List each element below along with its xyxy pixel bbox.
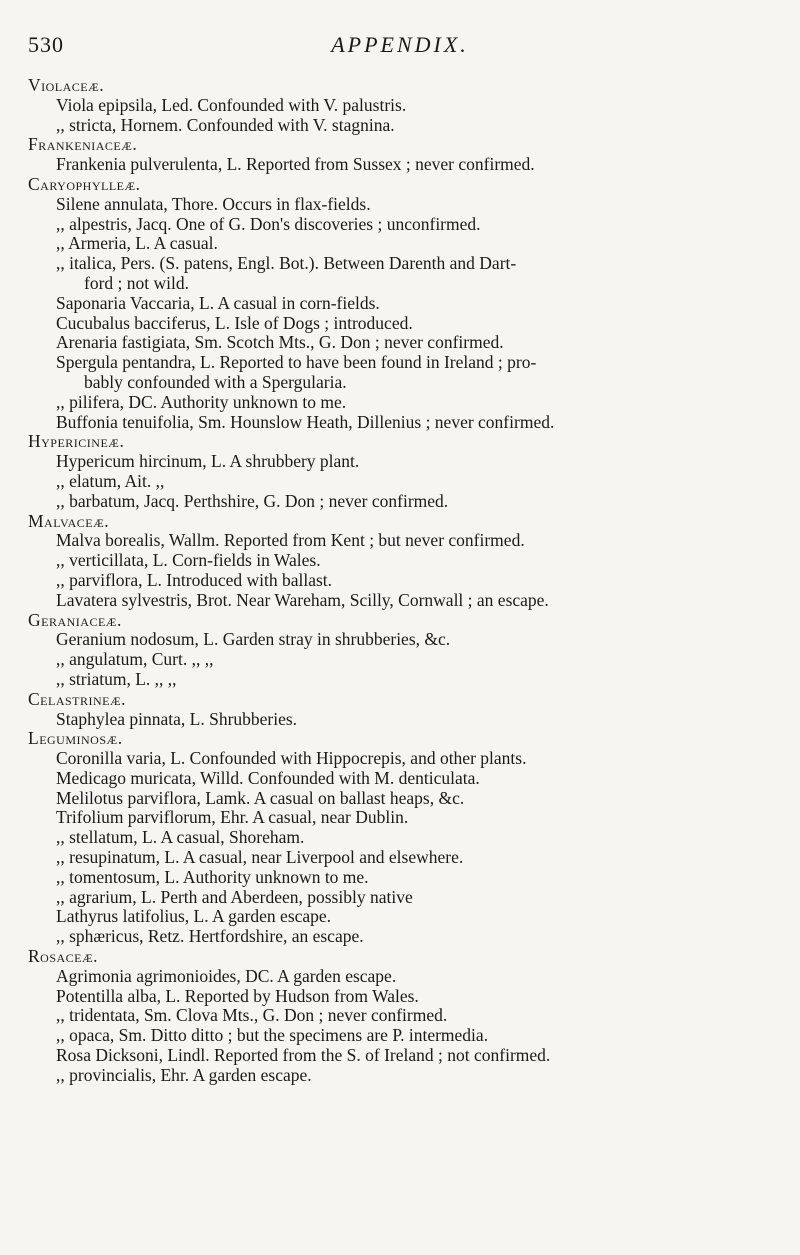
family-heading: Hypericineæ. xyxy=(28,431,125,452)
species-entry: Viola epipsila, Led. Confounded with V. palustris. xyxy=(56,94,407,115)
species-entry: Trifolium parviflorum, Ehr. A casual, near Dublin. xyxy=(56,807,409,828)
species-entry: ,, alpestris, Jacq. One of G. Don's discoveries ; unconfirmed. xyxy=(56,213,481,234)
species-entry: ,, sphæricus, Retz. Hertfordshire, an escape. xyxy=(56,926,364,947)
species-entry: Lathyrus latifolius, L. A garden escape. xyxy=(56,906,332,927)
species-entry: ,, opaca, Sm. Ditto ditto ; but the specimens are P. intermedia. xyxy=(56,1025,489,1046)
species-entry: Melilotus parviflora, Lamk. A casual on ballast heaps, &c. xyxy=(56,787,465,808)
species-entry: ,, italica, Pers. (S. patens, Engl. Bot.). Between Darenth and Dart- xyxy=(56,253,517,274)
species-entry: Buffonia tenuifolia, Sm. Hounslow Heath, Dillenius ; never confirmed. xyxy=(56,411,555,432)
species-entry: ,, striatum, L. ,, ,, xyxy=(56,668,177,689)
species-entry: ,, parviflora, L. Introduced with ballast. xyxy=(56,569,333,590)
species-entry: Staphylea pinnata, L. Shrubberies. xyxy=(56,708,298,729)
species-entry: ,, verticillata, L. Corn-fields in Wales. xyxy=(56,550,321,571)
family-heading: Caryophylleæ. xyxy=(28,173,141,194)
species-entry: ,, agrarium, L. Perth and Aberdeen, possibly native xyxy=(56,886,413,907)
entry-continuation: bably confounded with a Spergularia. xyxy=(84,371,347,392)
appendix-text xyxy=(28,76,778,1086)
species-entry: ,, tomentosum, L. Authority unknown to me. xyxy=(56,866,369,887)
species-entry: Spergula pentandra, L. Reported to have been found in Ireland ; pro- xyxy=(56,352,537,373)
species-entry: Frankenia pulverulenta, L. Reported from Sussex ; never confirmed. xyxy=(56,154,535,175)
species-entry: Potentilla alba, L. Reported by Hudson from Wales. xyxy=(56,985,419,1006)
species-entry: Coronilla varia, L. Confounded with Hippocrepis, and other plants. xyxy=(56,748,527,769)
species-entry: ,, angulatum, Curt. ,, ,, xyxy=(56,649,214,670)
species-entry: ,, provincialis, Ehr. A garden escape. xyxy=(56,1064,312,1085)
species-entry: Lavatera sylvestris, Brot. Near Wareham, Scilly, Cornwall ; an escape. xyxy=(56,589,549,610)
species-entry: Saponaria Vaccaria, L. A casual in corn-fields. xyxy=(56,292,380,313)
species-entry: ,, pilifera, DC. Authority unknown to me. xyxy=(56,391,347,412)
species-entry: Malva borealis, Wallm. Reported from Kent ; but never confirmed. xyxy=(56,530,525,551)
species-entry: Medicago muricata, Willd. Confounded with M. denticulata. xyxy=(56,767,480,788)
family-heading: Geraniaceæ. xyxy=(28,609,122,630)
family-heading: Leguminosæ. xyxy=(28,728,123,749)
family-heading: Frankeniaceæ. xyxy=(28,134,138,155)
running-head: APPENDIX. xyxy=(331,32,469,57)
species-entry: Silene annulata, Thore. Occurs in flax-fields. xyxy=(56,193,371,214)
page-header xyxy=(0,32,800,62)
species-entry: Cucubalus bacciferus, L. Isle of Dogs ; introduced. xyxy=(56,312,413,333)
family-heading: Violaceæ. xyxy=(28,75,105,95)
species-entry: ,, tridentata, Sm. Clova Mts., G. Don ; never confirmed. xyxy=(56,1005,448,1026)
family-heading: Malvaceæ. xyxy=(28,510,110,531)
species-entry: ,, Armeria, L. A casual. xyxy=(56,233,218,254)
species-entry: ,, stellatum, L. A casual, Shoreham. xyxy=(56,827,305,848)
species-entry: Agrimonia agrimonioides, DC. A garden escape. xyxy=(56,965,397,986)
entry-continuation: ford ; not wild. xyxy=(84,272,189,293)
species-entry: ,, elatum, Ait. ,, xyxy=(56,470,165,491)
family-heading: Rosaceæ. xyxy=(28,946,99,967)
page-number: 530 xyxy=(28,32,64,57)
species-entry: Rosa Dicksoni, Lindl. Reported from the S. of Ireland ; not confirmed. xyxy=(56,1045,551,1066)
species-entry: Geranium nodosum, L. Garden stray in shrubberies, &c. xyxy=(56,629,451,650)
species-entry: Hypericum hircinum, L. A shrubbery plant. xyxy=(56,451,360,472)
species-entry: ,, resupinatum, L. A casual, near Liverpool and elsewhere. xyxy=(56,847,464,868)
species-entry: ,, stricta, Hornem. Confounded with V. stagnina. xyxy=(56,114,395,135)
family-heading: Celastrineæ. xyxy=(28,688,127,709)
species-entry: ,, barbatum, Jacq. Perthshire, G. Don ; never confirmed. xyxy=(56,490,449,511)
species-entry: Arenaria fastigiata, Sm. Scotch Mts., G. Don ; never confirmed. xyxy=(56,332,504,353)
